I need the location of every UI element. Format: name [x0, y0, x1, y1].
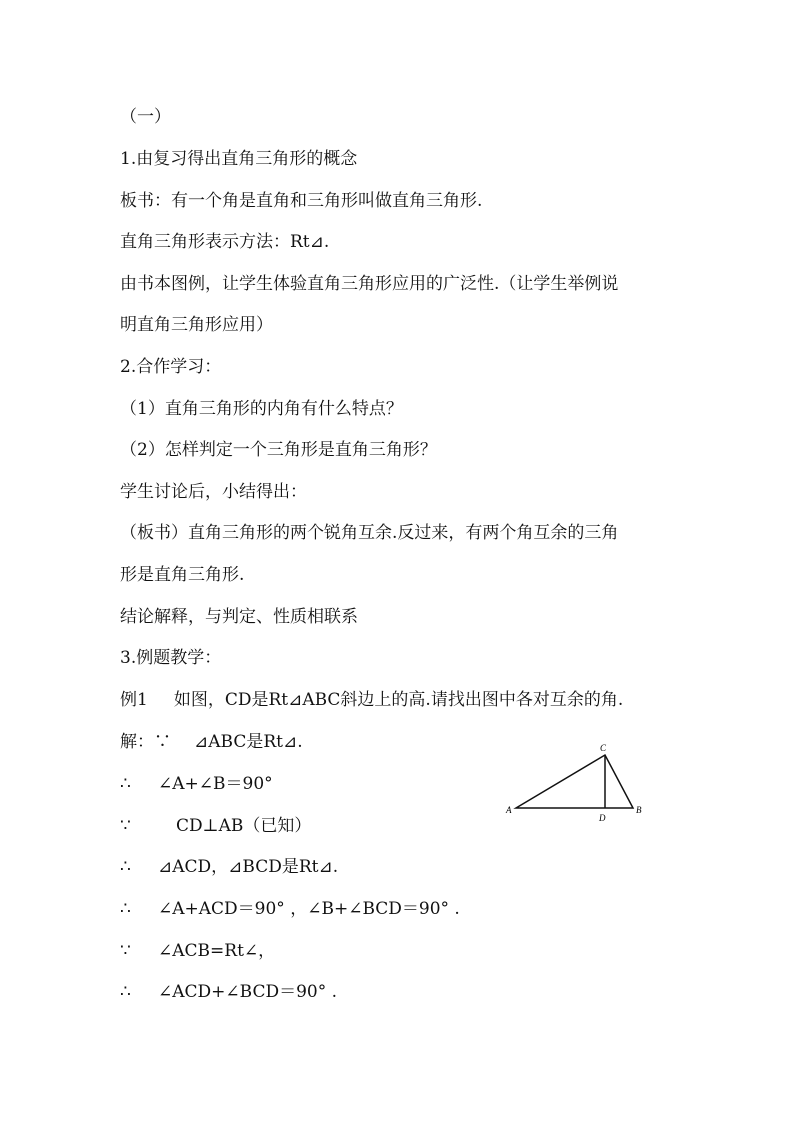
solution-symbol: ∴	[120, 774, 131, 794]
label-b: B	[636, 805, 642, 815]
solution-step	[120, 856, 338, 878]
item1-title: 1.由复习得出直角三角形的概念	[120, 149, 358, 169]
solution-step	[120, 940, 275, 962]
book-example-line1: 由书本图例，让学生体验直角三角形应用的广泛性.（让学生举例说	[120, 274, 619, 294]
board-conclusion-line2: 形是直角三角形.	[120, 565, 245, 585]
solution-symbol: ∵	[120, 941, 131, 961]
solution-text: ∠A+∠B＝90°	[158, 774, 273, 794]
triangle-figure	[504, 742, 652, 824]
board-conclusion-line1: （板书）直角三角形的两个锐角互余.反过来，有两个角互余的三角	[120, 523, 619, 543]
solution-symbol: ∴	[120, 899, 131, 919]
solution-text: ∠A+ACD＝90° ，∠B+∠BCD＝90° .	[158, 899, 460, 919]
solution-step	[120, 731, 303, 753]
solution-step	[120, 815, 311, 837]
solution-text: ∠ACB=Rt∠，	[158, 941, 276, 961]
label-a: A	[506, 805, 512, 815]
conclusion-explain: 结论解释，与判定、性质相联系	[120, 607, 358, 627]
triangle-abc	[516, 755, 633, 808]
label-c: C	[600, 743, 607, 753]
item3-title: 3.例题教学：	[120, 648, 222, 668]
discussion-line: 学生讨论后，小结得出：	[120, 482, 307, 502]
solution-text: ∠ACD+∠BCD＝90° .	[158, 982, 338, 1002]
board-definition: 板书：有一个角是直角和三角形叫做直角三角形.	[120, 191, 483, 211]
solution-text: CD⊥AB（已知）	[176, 816, 312, 836]
item2-title: 2.合作学习：	[120, 357, 222, 377]
book-example-line2: 明直角三角形应用）	[120, 315, 273, 335]
label-d: D	[599, 813, 606, 823]
solution-step	[120, 773, 273, 795]
example-text: 如图，CD是Rt⊿ABC斜边上的高.请找出图中各对互余的角.	[173, 690, 624, 710]
solution-step	[120, 981, 337, 1003]
solution-symbol: ∴	[120, 857, 131, 877]
example-line	[120, 689, 623, 711]
solution-symbol: ∵	[120, 816, 131, 836]
question2: （2）怎样判定一个三角形是直角三角形？	[120, 440, 437, 460]
notation-line: 直角三角形表示方法：Rt⊿.	[120, 232, 330, 252]
question1: （1）直角三角形的内角有什么特点？	[120, 399, 403, 419]
solution-text: ⊿ABC是Rt⊿.	[194, 732, 303, 752]
solution-text: ⊿ACD，⊿BCD是Rt⊿.	[158, 857, 339, 877]
section-heading: （一）	[120, 107, 171, 127]
solution-symbol: ∴	[120, 982, 131, 1002]
solution-symbol: 解：∵	[120, 732, 171, 752]
example-label: 例1	[120, 690, 148, 710]
solution-step	[120, 898, 460, 920]
